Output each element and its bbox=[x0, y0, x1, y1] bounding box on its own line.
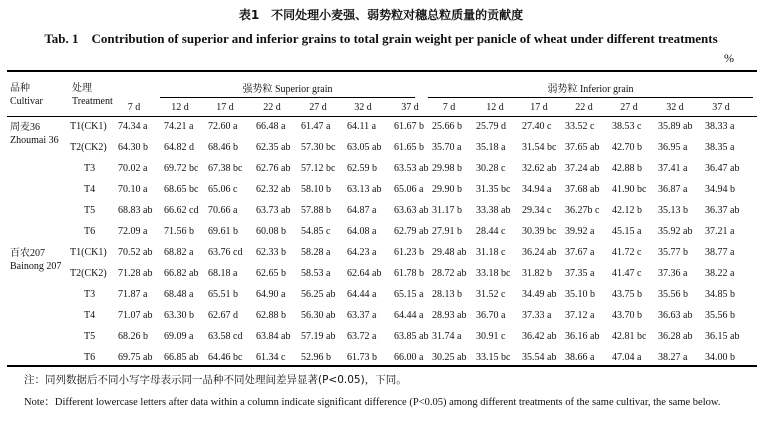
superior-value-cell: 63.37 a bbox=[347, 310, 377, 321]
superior-value-cell: 56.30 ab bbox=[301, 310, 336, 321]
inferior-day-header: 37 d bbox=[712, 102, 730, 113]
inferior-value-cell: 42.88 b bbox=[612, 163, 642, 174]
superior-value-cell: 70.02 a bbox=[118, 163, 148, 174]
inferior-underline bbox=[428, 97, 753, 98]
inferior-value-cell: 37.24 ab bbox=[565, 163, 600, 174]
inferior-value-cell: 37.33 a bbox=[522, 310, 552, 321]
table-title-en: Tab. 1 Contribution of superior and inferior grains to total grain weight per panicle of wheat under different treatments bbox=[44, 31, 718, 46]
inferior-value-cell: 41.90 bc bbox=[612, 184, 647, 195]
note-en: Note：Different lowercase letters after data within a column indicate significant difference (P<0.05) among different treatments of the same cultivar, the same below. bbox=[24, 397, 721, 408]
superior-value-cell: 69.09 a bbox=[164, 331, 194, 342]
table-title-cn: 表1 不同处理小麦强、弱势粒对穗总粒质量的贡献度 bbox=[238, 8, 524, 22]
superior-value-cell: 62.76 ab bbox=[256, 163, 291, 174]
inferior-value-cell: 35.56 b bbox=[705, 310, 735, 321]
superior-value-cell: 66.62 cd bbox=[164, 205, 199, 216]
treatment-cell: T5 bbox=[84, 205, 96, 216]
cultivar-name: 百农207 Bainong 207 bbox=[10, 248, 62, 272]
superior-value-cell: 69.75 ab bbox=[118, 352, 153, 363]
top-rule bbox=[7, 70, 757, 72]
table-row bbox=[0, 245, 762, 266]
superior-value-cell: 61.78 b bbox=[394, 268, 424, 279]
superior-value-cell: 57.30 bc bbox=[301, 142, 336, 153]
inferior-day-header: 32 d bbox=[666, 102, 684, 113]
superior-value-cell: 65.06 c bbox=[208, 184, 238, 195]
superior-value-cell: 63.76 cd bbox=[208, 247, 243, 258]
inferior-value-cell: 34.94 a bbox=[522, 184, 552, 195]
superior-value-cell: 63.85 ab bbox=[394, 331, 429, 342]
superior-day-header: 32 d bbox=[354, 102, 372, 113]
superior-value-cell: 62.79 ab bbox=[394, 226, 429, 237]
inferior-value-cell: 31.18 c bbox=[476, 247, 506, 258]
inferior-value-cell: 35.10 b bbox=[565, 289, 595, 300]
treatment-cell: T5 bbox=[84, 331, 96, 342]
inferior-value-cell: 43.70 b bbox=[612, 310, 642, 321]
table-row bbox=[0, 224, 762, 245]
superior-grain-header: 强势粒 Superior grain bbox=[242, 84, 333, 95]
treatment-header: 处理 Treatment bbox=[72, 83, 113, 107]
inferior-value-cell: 31.35 bc bbox=[476, 184, 511, 195]
superior-value-cell: 69.61 b bbox=[208, 226, 238, 237]
superior-day-header: 12 d bbox=[171, 102, 189, 113]
inferior-value-cell: 41.47 c bbox=[612, 268, 642, 279]
inferior-value-cell: 37.36 a bbox=[658, 268, 688, 279]
treatment-cell: T6 bbox=[84, 226, 96, 237]
superior-value-cell: 71.56 b bbox=[164, 226, 194, 237]
superior-value-cell: 64.44 a bbox=[394, 310, 424, 321]
inferior-value-cell: 33.18 bc bbox=[476, 268, 511, 279]
inferior-value-cell: 34.85 b bbox=[705, 289, 735, 300]
superior-value-cell: 61.23 b bbox=[394, 247, 424, 258]
superior-value-cell: 72.60 a bbox=[208, 121, 238, 132]
inferior-value-cell: 35.89 ab bbox=[658, 121, 693, 132]
inferior-value-cell: 29.34 c bbox=[522, 205, 552, 216]
inferior-value-cell: 31.52 c bbox=[476, 289, 506, 300]
inferior-value-cell: 36.15 ab bbox=[705, 331, 740, 342]
inferior-value-cell: 34.00 b bbox=[705, 352, 735, 363]
header-rule bbox=[7, 116, 757, 117]
table-row bbox=[0, 161, 762, 182]
cultivar-name: 周麦36 Zhoumai 36 bbox=[10, 122, 59, 146]
superior-value-cell: 64.08 a bbox=[347, 226, 377, 237]
superior-value-cell: 61.34 c bbox=[256, 352, 286, 363]
superior-value-cell: 69.72 bc bbox=[164, 163, 199, 174]
table-row bbox=[0, 140, 762, 161]
inferior-value-cell: 35.92 ab bbox=[658, 226, 693, 237]
superior-value-cell: 52.96 b bbox=[301, 352, 331, 363]
superior-value-cell: 61.73 b bbox=[347, 352, 377, 363]
inferior-value-cell: 33.52 c bbox=[565, 121, 595, 132]
superior-value-cell: 66.48 a bbox=[256, 121, 286, 132]
inferior-value-cell: 31.82 b bbox=[522, 268, 552, 279]
inferior-value-cell: 37.21 a bbox=[705, 226, 735, 237]
inferior-value-cell: 30.28 c bbox=[476, 163, 506, 174]
treatment-cell: T3 bbox=[84, 289, 96, 300]
inferior-value-cell: 35.77 b bbox=[658, 247, 688, 258]
superior-value-cell: 62.88 b bbox=[256, 310, 286, 321]
inferior-value-cell: 35.54 ab bbox=[522, 352, 557, 363]
inferior-value-cell: 42.12 b bbox=[612, 205, 642, 216]
superior-value-cell: 70.52 ab bbox=[118, 247, 153, 258]
inferior-value-cell: 30.25 ab bbox=[432, 352, 467, 363]
inferior-value-cell: 28.13 b bbox=[432, 289, 462, 300]
inferior-day-header: 17 d bbox=[530, 102, 548, 113]
note-cn: 注：同列数据后不同小写字母表示同一品种不同处理间差异显著(P<0.05)，下同。 bbox=[24, 374, 407, 386]
inferior-value-cell: 30.39 bc bbox=[522, 226, 557, 237]
inferior-value-cell: 25.79 d bbox=[476, 121, 506, 132]
treatment-cell: T4 bbox=[84, 184, 96, 195]
superior-value-cell: 54.85 c bbox=[301, 226, 331, 237]
superior-value-cell: 64.11 a bbox=[347, 121, 377, 132]
superior-value-cell: 62.65 b bbox=[256, 268, 286, 279]
superior-value-cell: 63.05 ab bbox=[347, 142, 382, 153]
superior-value-cell: 65.15 a bbox=[394, 289, 424, 300]
treatment-cell: T6 bbox=[84, 352, 96, 363]
superior-value-cell: 57.88 b bbox=[301, 205, 331, 216]
superior-value-cell: 63.63 ab bbox=[394, 205, 429, 216]
superior-day-header: 17 d bbox=[216, 102, 234, 113]
inferior-value-cell: 37.68 ab bbox=[565, 184, 600, 195]
cultivar-header: 品种 Cultivar bbox=[10, 83, 43, 107]
treatment-cell: T2(CK2) bbox=[70, 268, 107, 279]
treatment-cell: T1(CK1) bbox=[70, 247, 107, 258]
superior-value-cell: 64.30 b bbox=[118, 142, 148, 153]
superior-underline bbox=[160, 97, 415, 98]
inferior-value-cell: 38.77 a bbox=[705, 247, 735, 258]
superior-value-cell: 61.47 a bbox=[301, 121, 331, 132]
inferior-day-header: 22 d bbox=[575, 102, 593, 113]
superior-value-cell: 68.48 a bbox=[164, 289, 194, 300]
inferior-value-cell: 38.27 a bbox=[658, 352, 688, 363]
superior-value-cell: 56.25 ab bbox=[301, 289, 336, 300]
inferior-day-header: 12 d bbox=[486, 102, 504, 113]
treatment-cell: T3 bbox=[84, 163, 96, 174]
inferior-value-cell: 37.12 a bbox=[565, 310, 595, 321]
superior-value-cell: 65.51 b bbox=[208, 289, 238, 300]
superior-value-cell: 64.82 d bbox=[164, 142, 194, 153]
inferior-value-cell: 35.18 a bbox=[476, 142, 506, 153]
inferior-value-cell: 31.54 bc bbox=[522, 142, 557, 153]
superior-value-cell: 70.66 a bbox=[208, 205, 238, 216]
inferior-value-cell: 36.16 ab bbox=[565, 331, 600, 342]
inferior-value-cell: 36.95 a bbox=[658, 142, 688, 153]
table-row bbox=[0, 266, 762, 287]
superior-value-cell: 61.65 b bbox=[394, 142, 424, 153]
superior-value-cell: 62.67 d bbox=[208, 310, 238, 321]
inferior-value-cell: 25.66 b bbox=[432, 121, 462, 132]
treatment-cell: T2(CK2) bbox=[70, 142, 107, 153]
inferior-value-cell: 37.41 a bbox=[658, 163, 688, 174]
table-row bbox=[0, 329, 762, 350]
superior-day-header: 27 d bbox=[309, 102, 327, 113]
superior-value-cell: 58.10 b bbox=[301, 184, 331, 195]
superior-value-cell: 72.09 a bbox=[118, 226, 148, 237]
inferior-value-cell: 30.91 c bbox=[476, 331, 506, 342]
inferior-value-cell: 36.37 ab bbox=[705, 205, 740, 216]
inferior-value-cell: 33.15 bc bbox=[476, 352, 511, 363]
inferior-value-cell: 32.62 ab bbox=[522, 163, 557, 174]
superior-value-cell: 64.46 bc bbox=[208, 352, 243, 363]
superior-value-cell: 66.00 a bbox=[394, 352, 424, 363]
superior-value-cell: 63.53 ab bbox=[394, 163, 429, 174]
inferior-value-cell: 29.98 b bbox=[432, 163, 462, 174]
superior-day-header: 7 d bbox=[127, 102, 141, 113]
superior-value-cell: 63.58 cd bbox=[208, 331, 243, 342]
table-row bbox=[0, 350, 762, 371]
inferior-day-header: 27 d bbox=[620, 102, 638, 113]
inferior-value-cell: 28.93 ab bbox=[432, 310, 467, 321]
inferior-value-cell: 37.65 ab bbox=[565, 142, 600, 153]
inferior-value-cell: 35.70 a bbox=[432, 142, 462, 153]
superior-value-cell: 64.87 a bbox=[347, 205, 377, 216]
table-row bbox=[0, 287, 762, 308]
inferior-value-cell: 39.92 a bbox=[565, 226, 595, 237]
table-row bbox=[0, 119, 762, 140]
superior-value-cell: 71.07 ab bbox=[118, 310, 153, 321]
superior-value-cell: 57.12 bc bbox=[301, 163, 336, 174]
superior-value-cell: 62.64 ab bbox=[347, 268, 382, 279]
inferior-value-cell: 36.47 ab bbox=[705, 163, 740, 174]
inferior-value-cell: 45.15 a bbox=[612, 226, 642, 237]
inferior-value-cell: 38.35 a bbox=[705, 142, 735, 153]
inferior-value-cell: 28.72 ab bbox=[432, 268, 467, 279]
superior-value-cell: 68.46 b bbox=[208, 142, 238, 153]
superior-value-cell: 68.18 a bbox=[208, 268, 238, 279]
superior-value-cell: 64.23 a bbox=[347, 247, 377, 258]
inferior-value-cell: 41.72 c bbox=[612, 247, 642, 258]
superior-value-cell: 66.85 ab bbox=[164, 352, 199, 363]
superior-value-cell: 58.53 a bbox=[301, 268, 331, 279]
inferior-value-cell: 36.87 a bbox=[658, 184, 688, 195]
inferior-value-cell: 38.22 a bbox=[705, 268, 735, 279]
superior-value-cell: 68.65 bc bbox=[164, 184, 199, 195]
inferior-value-cell: 34.49 ab bbox=[522, 289, 557, 300]
superior-value-cell: 63.72 a bbox=[347, 331, 377, 342]
superior-value-cell: 61.67 b bbox=[394, 121, 424, 132]
superior-value-cell: 70.10 a bbox=[118, 184, 148, 195]
superior-value-cell: 68.83 ab bbox=[118, 205, 153, 216]
table-row bbox=[0, 182, 762, 203]
inferior-value-cell: 37.67 a bbox=[565, 247, 595, 258]
superior-value-cell: 71.87 a bbox=[118, 289, 148, 300]
superior-value-cell: 74.21 a bbox=[164, 121, 194, 132]
superior-value-cell: 62.35 ab bbox=[256, 142, 291, 153]
superior-value-cell: 62.59 b bbox=[347, 163, 377, 174]
inferior-value-cell: 42.81 bc bbox=[612, 331, 647, 342]
superior-value-cell: 65.06 a bbox=[394, 184, 424, 195]
inferior-value-cell: 36.28 ab bbox=[658, 331, 693, 342]
inferior-value-cell: 36.42 ab bbox=[522, 331, 557, 342]
inferior-value-cell: 35.56 b bbox=[658, 289, 688, 300]
superior-value-cell: 63.84 ab bbox=[256, 331, 291, 342]
inferior-value-cell: 38.66 a bbox=[565, 352, 595, 363]
inferior-value-cell: 29.48 ab bbox=[432, 247, 467, 258]
inferior-value-cell: 38.33 a bbox=[705, 121, 735, 132]
superior-value-cell: 67.38 bc bbox=[208, 163, 243, 174]
superior-value-cell: 64.44 a bbox=[347, 289, 377, 300]
treatment-cell: T4 bbox=[84, 310, 96, 321]
table-row bbox=[0, 203, 762, 224]
inferior-value-cell: 33.38 ab bbox=[476, 205, 511, 216]
inferior-value-cell: 42.70 b bbox=[612, 142, 642, 153]
table-row bbox=[0, 308, 762, 329]
superior-value-cell: 57.19 ab bbox=[301, 331, 336, 342]
superior-value-cell: 60.08 b bbox=[256, 226, 286, 237]
superior-value-cell: 63.73 ab bbox=[256, 205, 291, 216]
superior-value-cell: 63.13 ab bbox=[347, 184, 382, 195]
inferior-value-cell: 34.94 b bbox=[705, 184, 735, 195]
inferior-value-cell: 27.91 b bbox=[432, 226, 462, 237]
superior-day-header: 22 d bbox=[263, 102, 281, 113]
inferior-value-cell: 29.90 b bbox=[432, 184, 462, 195]
inferior-value-cell: 47.04 a bbox=[612, 352, 642, 363]
superior-value-cell: 74.34 a bbox=[118, 121, 148, 132]
superior-value-cell: 71.28 ab bbox=[118, 268, 153, 279]
superior-value-cell: 68.82 a bbox=[164, 247, 194, 258]
inferior-value-cell: 36.24 ab bbox=[522, 247, 557, 258]
superior-value-cell: 66.82 ab bbox=[164, 268, 199, 279]
superior-value-cell: 62.32 ab bbox=[256, 184, 291, 195]
inferior-value-cell: 31.74 a bbox=[432, 331, 462, 342]
superior-day-header: 37 d bbox=[401, 102, 419, 113]
inferior-value-cell: 31.17 b bbox=[432, 205, 462, 216]
inferior-value-cell: 38.53 c bbox=[612, 121, 642, 132]
inferior-value-cell: 36.27b c bbox=[565, 205, 600, 216]
inferior-value-cell: 36.70 a bbox=[476, 310, 506, 321]
treatment-cell: T1(CK1) bbox=[70, 121, 107, 132]
superior-value-cell: 63.30 b bbox=[164, 310, 194, 321]
superior-value-cell: 62.33 b bbox=[256, 247, 286, 258]
inferior-value-cell: 27.40 c bbox=[522, 121, 552, 132]
unit-label: % bbox=[724, 51, 734, 65]
superior-value-cell: 58.28 a bbox=[301, 247, 331, 258]
inferior-value-cell: 37.35 a bbox=[565, 268, 595, 279]
superior-value-cell: 64.90 a bbox=[256, 289, 286, 300]
inferior-day-header: 7 d bbox=[442, 102, 456, 113]
inferior-value-cell: 36.63 ab bbox=[658, 310, 693, 321]
inferior-value-cell: 43.75 b bbox=[612, 289, 642, 300]
superior-value-cell: 68.26 b bbox=[118, 331, 148, 342]
inferior-value-cell: 28.44 c bbox=[476, 226, 506, 237]
inferior-grain-header: 弱势粒 Inferior grain bbox=[547, 84, 634, 95]
inferior-value-cell: 35.13 b bbox=[658, 205, 688, 216]
